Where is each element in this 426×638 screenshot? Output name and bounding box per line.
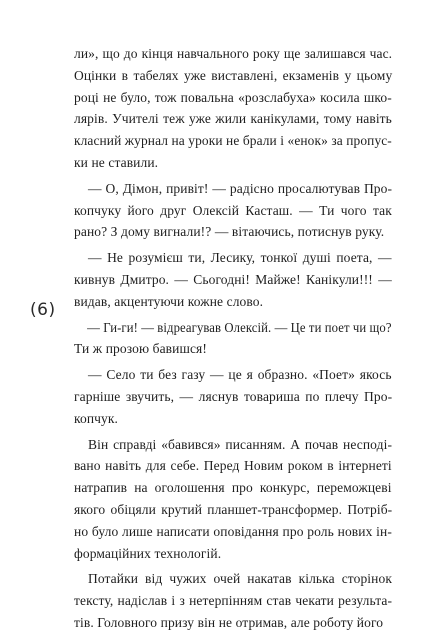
- text-line: вано навіть для себе. Перед Новим роком в інтернеті: [74, 458, 392, 474]
- text-line: — Село ти без газу — це я образно. «Поет» якось: [88, 367, 392, 383]
- paragraph: [74, 568, 392, 633]
- margin-annotation: (6): [30, 300, 56, 320]
- text-line: кивнув Дмитро. — Сьогодні! Майже! Канікули!!! —: [74, 271, 392, 287]
- body-text: [74, 43, 392, 638]
- paragraph: [74, 317, 392, 361]
- text-line: тексту, надіслав і з нетерпінням став чекати результа-: [74, 593, 393, 609]
- text-line: лярів. Учителі теж уже жили канікулами, тому навіть: [74, 111, 392, 127]
- text-line: Потайки від чужих очей накатав кілька сторінок: [88, 571, 392, 587]
- text-line: Ти ж прозою бавишся!: [74, 341, 207, 357]
- text-line: якого обіцяли крутий планшет-трансформер. Потріб-: [74, 501, 393, 517]
- text-line: натрапив на оголошення про конкурс, переможцеві: [74, 480, 392, 496]
- text-line: році не було, тож повальна «розслабуха» косила шко-: [74, 89, 392, 105]
- text-line: — Ги-ги! — відреагував Олексій. — Це ти поет чи що?: [87, 319, 392, 335]
- text-line: класний журнал на уроки не брали і «енок» за пропус-: [74, 133, 392, 149]
- text-line: — Не розумієш ти, Лесику, тонкої душі поета, —: [88, 250, 392, 266]
- paragraph: [74, 43, 392, 174]
- text-line: Оцінки в табелях уже виставлені, екзаменів у цьому: [74, 67, 393, 83]
- text-line: тів. Головного призу він не отримав, але роботу його: [74, 614, 384, 630]
- text-line: видав, акцентуючи кожне слово.: [74, 293, 264, 309]
- paragraph: [74, 247, 392, 312]
- text-line: копчук.: [74, 410, 119, 426]
- text-line: Він справді «бавився» писанням. А почав несподі-: [88, 436, 393, 452]
- text-line: копчуку його друг Олексій Касташ. — Ти чого так: [74, 202, 392, 218]
- text-line: рано? З дому вигнали!? — вітаючись, потиснув руку.: [74, 224, 385, 240]
- paragraph: [74, 364, 392, 429]
- text-line: формаційних технологій.: [74, 545, 222, 561]
- text-line: ки не ставили.: [74, 154, 159, 170]
- text-line: гарніше звучить, — ляснув товариша по плечу Про-: [74, 388, 393, 404]
- paragraph: [74, 178, 392, 243]
- text-line: ли», що до кінця навчального року ще залишався час.: [74, 46, 393, 61]
- text-line: — О, Дімон, привіт! — радісно просалютував Про-: [88, 180, 393, 196]
- paragraph: [74, 434, 392, 565]
- text-line: но було лише написати оповідання про роль нових ін-: [74, 523, 392, 539]
